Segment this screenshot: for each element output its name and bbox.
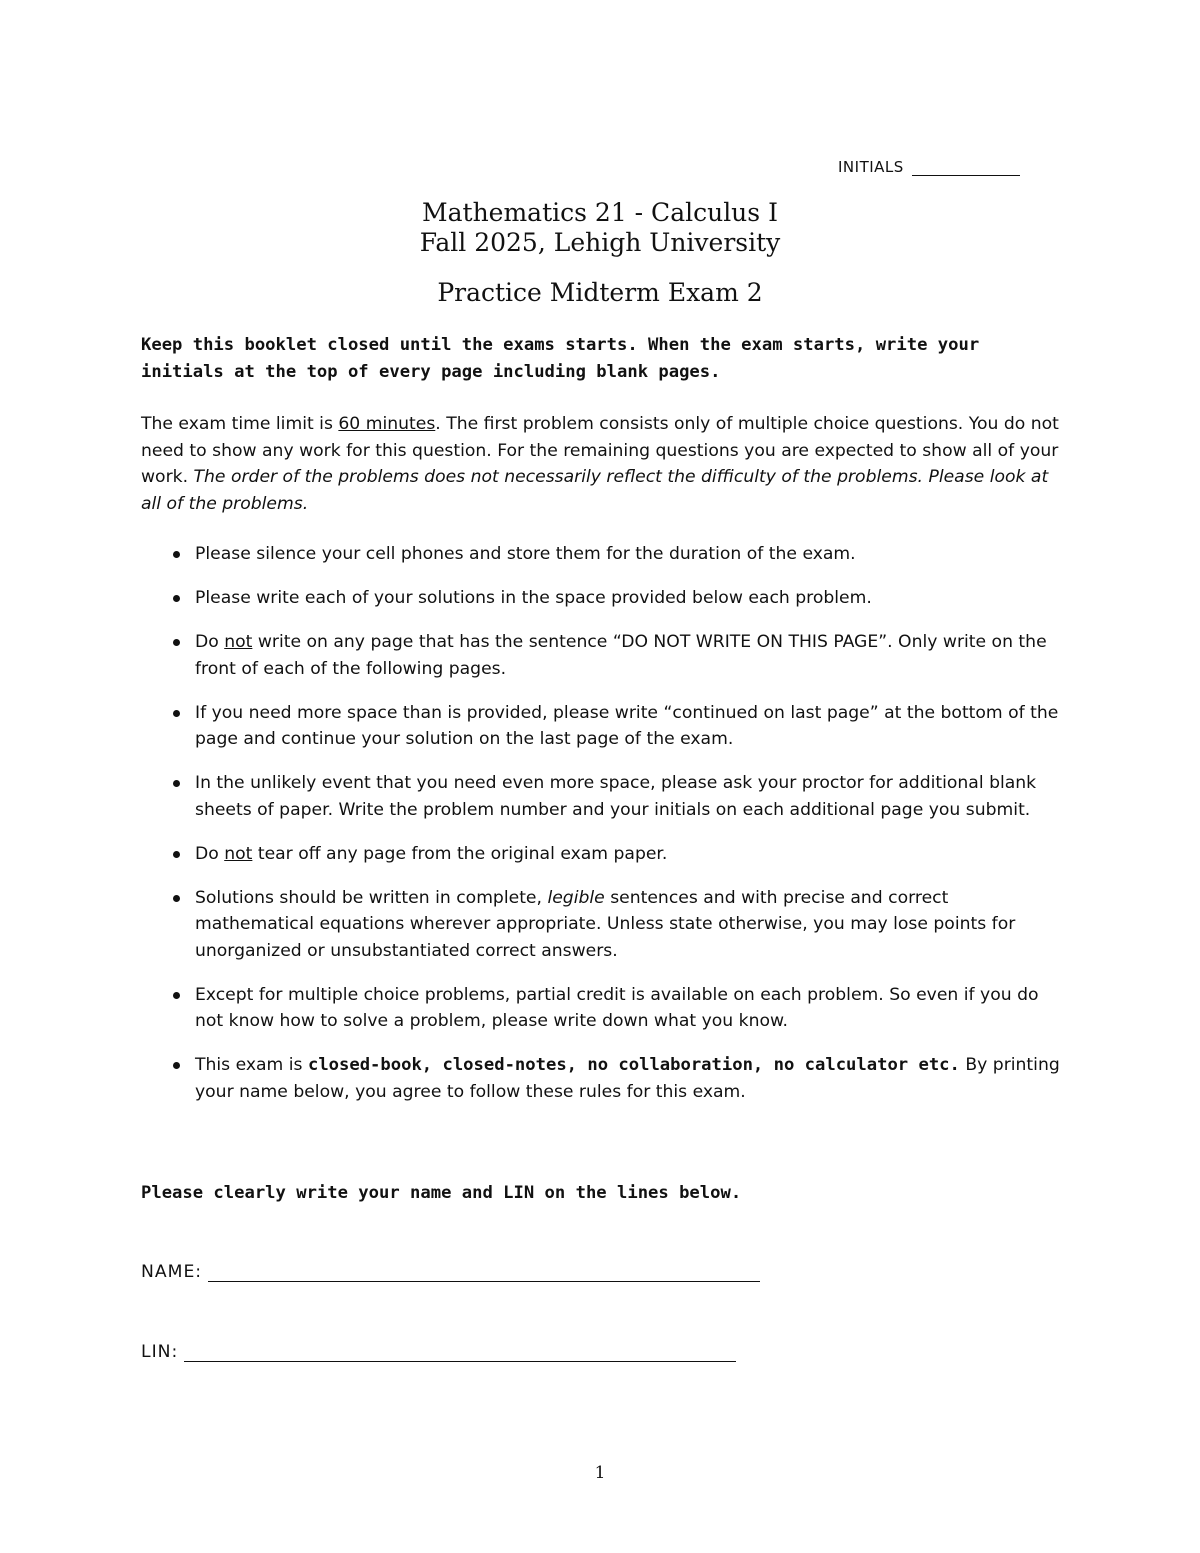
list-item-text: If you need more space than is provided, please write “continued on last page” at the bottom of the page and continue your solution on the last page of the exam. (195, 702, 1059, 749)
list-item-emphasis: not (224, 843, 253, 864)
list-item-text: Except for multiple choice problems, partial credit is available on each problem. So even if you do not know how to solve a problem, please write down what you know. (195, 984, 1039, 1031)
name-lin-instruction: Please clearly write your name and LIN on the lines below. (141, 1183, 742, 1203)
exam-rules-paragraph (141, 411, 1061, 517)
list-item (141, 841, 1061, 868)
list-item-text: Solutions should be written in complete, (195, 887, 548, 908)
list-item (141, 585, 1061, 612)
rules-text-a: The exam time limit is (141, 414, 339, 434)
list-item (141, 982, 1061, 1035)
bullet-icon (173, 639, 180, 646)
list-item-emphasis: not (224, 632, 253, 652)
list-item (141, 700, 1061, 753)
bullet-icon (173, 780, 180, 787)
list-item-text: sentences and with precise and correct mathematical equations wherever appropriate. Unless state otherwise, you may lose points for unorganized or unsubstantiated correct answers. (195, 887, 1016, 961)
initials-label: INITIALS (838, 158, 904, 176)
list-item-text: Please silence your cell phones and store them for the duration of the exam. (195, 544, 856, 564)
list-item-text: By printing your name below, you agree to follow these rules for this exam. (195, 1055, 1060, 1102)
list-item (141, 629, 1061, 682)
initials-line[interactable] (912, 161, 1020, 176)
bullet-icon (173, 1062, 180, 1069)
bullet-icon (173, 992, 180, 999)
list-item-text: In the unlikely event that you need even more space, please ask your proctor for additional blank sheets of paper. Write the problem number and your initials on each additional page you submit. (195, 773, 1037, 820)
list-item-text: write on any page that has the sentence “DO NOT WRITE ON THIS PAGE”. Only write on the front of each of the following pages. (195, 632, 1047, 679)
list-item (141, 885, 1061, 965)
term-title: Fall 2025, Lehigh University (419, 228, 781, 257)
course-title: Mathematics 21 - Calculus I (422, 198, 778, 227)
time-limit: 60 minutes (338, 414, 436, 434)
page-number: 1 (594, 1463, 606, 1483)
bullet-icon (173, 551, 180, 558)
bullet-icon (173, 595, 180, 602)
list-item-text: Do (195, 632, 225, 652)
rules-italic-note: The order of the problems does not necessarily reflect the difficulty of the problems. Please look at all of the problems. (141, 467, 1049, 514)
bullet-icon (173, 851, 180, 858)
rules-list (141, 541, 1061, 1123)
name-field (141, 1262, 760, 1282)
initials-field (838, 158, 1020, 176)
list-item (141, 1052, 1061, 1105)
bullet-icon (173, 895, 180, 902)
lin-line[interactable] (184, 1343, 736, 1362)
list-item-emphasis: closed-book, closed-notes, no collaboration, no calculator etc. (307, 1055, 960, 1075)
list-item-text: tear off any page from the original exam paper. (252, 843, 668, 864)
rules-text-b: . The first problem consists only of multiple choice questions. You do not need to show any work for this question. For the remaining questions you are expected to show all of your work. (141, 414, 1059, 487)
lin-label: LIN: (141, 1342, 179, 1362)
name-line[interactable] (208, 1263, 760, 1282)
list-item-text: Please write each of your solutions in the space provided below each problem. (195, 588, 872, 608)
exam-title: Practice Midterm Exam 2 (437, 278, 763, 307)
list-item-text: Do (195, 843, 225, 864)
name-label: NAME: (141, 1262, 203, 1282)
list-item (141, 541, 1061, 568)
bullet-icon (173, 710, 180, 717)
list-item-emphasis: legible (547, 887, 605, 908)
list-item-text: This exam is (195, 1055, 308, 1075)
intro-instructions: Keep this booklet closed until the exams starts. When the exam starts, write your initials at the top of every page including blank pages. (141, 335, 980, 382)
lin-field (141, 1342, 736, 1362)
list-item (141, 770, 1061, 823)
